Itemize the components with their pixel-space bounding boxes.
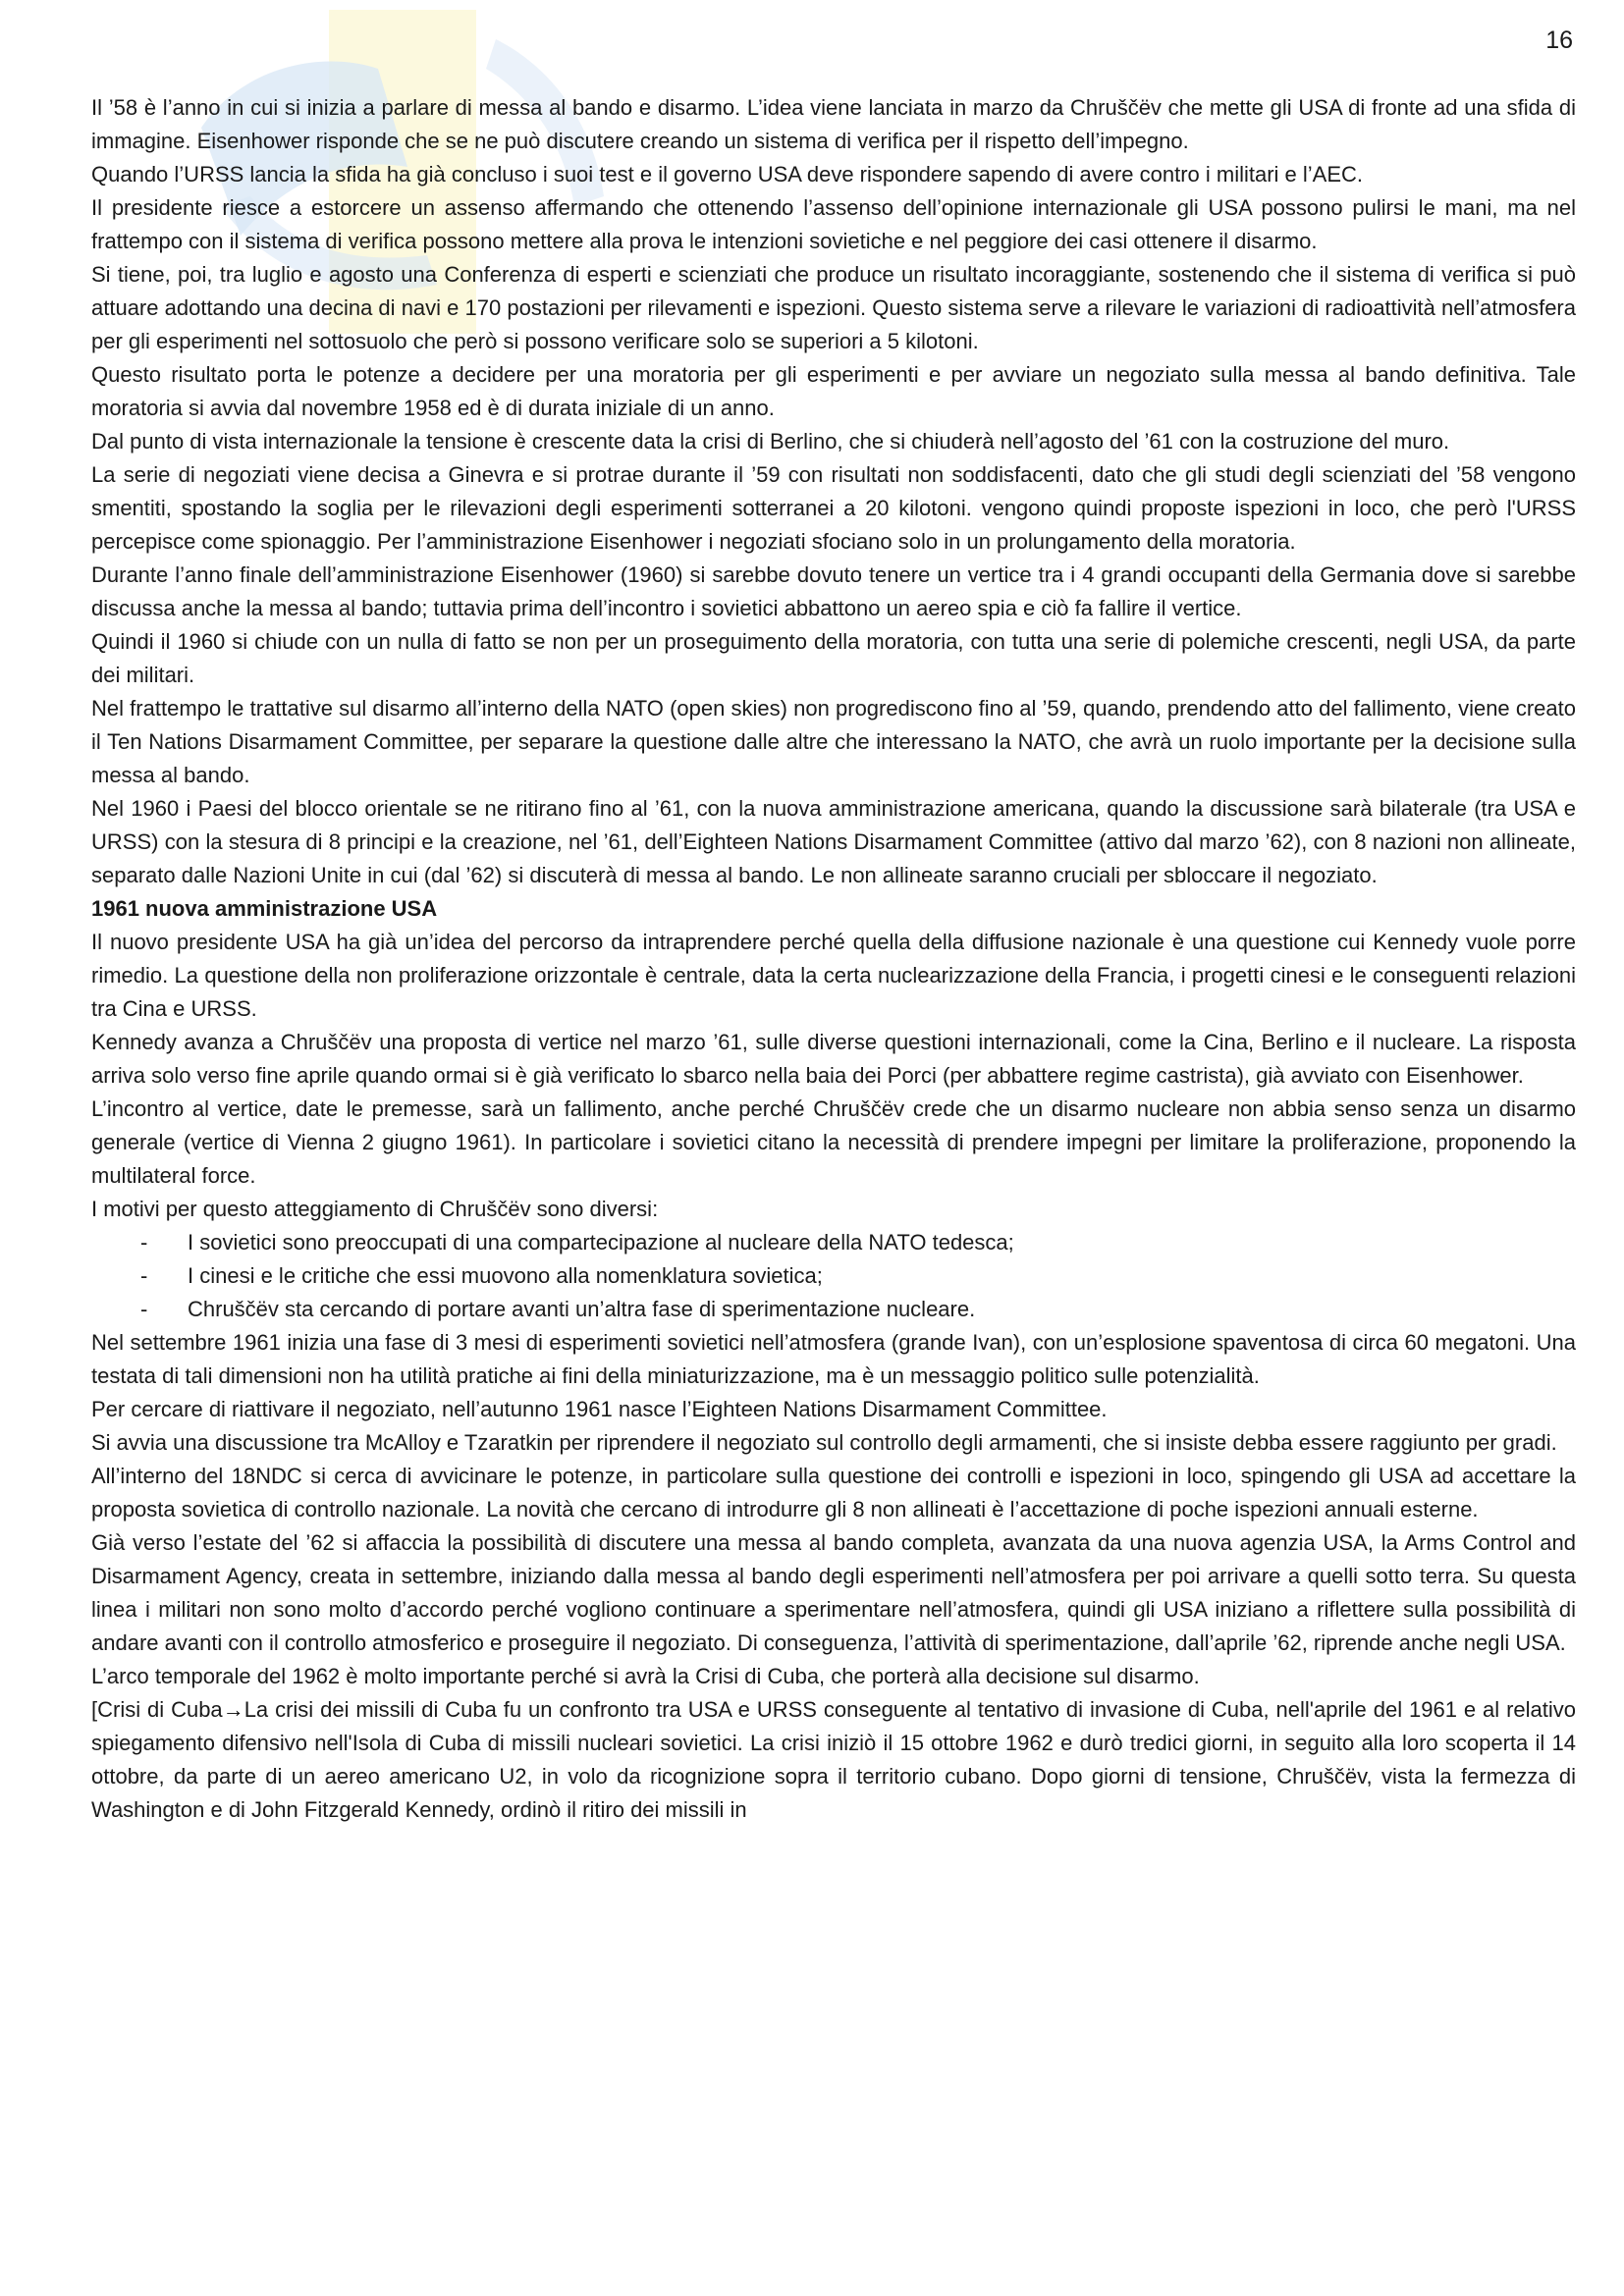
page-number: 16 [1545,27,1573,54]
list-item: - I sovietici sono preoccupati di una compartecipazione al nucleare della NATO tedesca; [91,1226,1576,1259]
paragraph: I motivi per questo atteggiamento di Chruščëv sono diversi: [91,1197,659,1221]
paragraph: Per cercare di riattivare il negoziato, nell’autunno 1961 nasce l’Eighteen Nations Disarmament Committee. [91,1397,1108,1421]
paragraph: Il ’58 è l’anno in cui si inizia a parlare di messa al bando e disarmo. L’idea viene lanciata in marzo da Chruščëv che mette gli USA di fronte ad una sfida di immagine. Eisenhower risponde che se ne può discutere creando un sistema di verifica per il rispetto dell’impegno. [91,95,1576,153]
paragraph: L’incontro al vertice, date le premesse, sarà un fallimento, anche perché Chruščëv crede che un disarmo nucleare non abbia senso senza un disarmo generale (vertice di Vienna 2 giugno 1961). In particolare i sovietici citano la necessità di prendere impegni per limitare la proliferazione, proponendo la multilateral force. [91,1096,1576,1188]
paragraph: All’interno del 18NDC si cerca di avvicinare le potenze, in particolare sulla questione dei controlli e ispezioni in loco, spingendo gli USA ad accettare la proposta sovietica di controllo nazionale. La novità che cercano di introdurre gli 8 non allineati è l’accettazione di poche ispezioni annuali esterne. [91,1464,1576,1522]
section-heading: 1961 nuova amministrazione USA [91,896,438,921]
document-body [91,91,1576,1827]
paragraph-rest: La crisi dei missili di Cuba fu un confronto tra USA e URSS conseguente al tentativo di invasione di Cuba, nell'aprile del 1961 e al relativo spiegamento difensivo nell'Isola di Cuba di missili nucleari sovietici. La crisi iniziò il 15 ottobre 1962 e durò tredici giorni, in seguito alla loro scoperta il 14 ottobre, da parte di un aereo americano U2, in volo da ricognizione sopra il territorio cubano. Dopo giorni di tensione, Chruščëv, vista la fermezza di Washington e di John Fitzgerald Kennedy, ordinò il ritiro dei missili in [91,1697,1577,1822]
paragraph: Quando l’URSS lancia la sfida ha già concluso i suoi test e il governo USA deve rispondere sapendo di avere contro i militari e l’AEC. [91,162,1364,187]
paragraph: Questo risultato porta le potenze a decidere per una moratoria per gli esperimenti e per avviare un negoziato sulla messa al bando definitiva. Tale moratoria si avvia dal novembre 1958 ed è di durata iniziale di un anno. [91,362,1576,420]
paragraph-cuba-crisis [91,1693,1576,1827]
paragraph: L’arco temporale del 1962 è molto importante perché si avrà la Crisi di Cuba, che porterà alla decisione sul disarmo. [91,1664,1200,1688]
paragraph-lead: [Crisi di Cuba [91,1697,223,1722]
paragraph: Il nuovo presidente USA ha già un’idea del percorso da intraprendere perché quella della diffusione nazionale è una questione cui Kennedy vuole porre rimedio. La questione della non proliferazione orizzontale è centrale, data la certa nuclearizzazione della Francia, i progetti cinesi e le conseguenti relazioni tra Cina e URSS. [91,930,1576,1021]
list-item: - Chruščëv sta cercando di portare avanti un’altra fase di sperimentazione nucleare. [91,1293,1576,1326]
paragraph: Già verso l’estate del ’62 si affaccia la possibilità di discutere una messa al bando completa, avanzata da una nuova agenzia USA, la Arms Control and Disarmament Agency, creata in settembre, iniziando dalla messa al bando degli esperimenti nell’atmosfera per poi arrivare a quelli sotto terra. Su questa linea i militari non sono molto d’accordo perché vogliono continuare a sperimentare nell’atmosfera, quindi gli USA iniziano a riflettere sulla possibilità di andare avanti con il controllo atmosferico e proseguire il negoziato. Di conseguenza, l’attività di sperimentazione, dall’aprile ’62, riprende anche negli USA. [91,1530,1576,1655]
paragraph: Nel 1960 i Paesi del blocco orientale se ne ritirano fino al ’61, con la nuova amministrazione americana, quando la discussione sarà bilaterale (tra USA e URSS) con la stesura di 8 principi e la creazione, nel ’61, dell’Eighteen Nations Disarmament Committee (attivo dal marzo ’62), con 8 nazioni non allineate, separato dalle Nazioni Unite in cui (dal ’62) si discuterà di messa al bando. Le non allineate saranno cruciali per sbloccare il negoziato. [91,796,1576,887]
paragraph: Dal punto di vista internazionale la tensione è crescente data la crisi di Berlino, che si chiuderà nell’agosto del ’61 con la costruzione del muro. [91,429,1450,454]
list-item: - I cinesi e le critiche che essi muovono alla nomenklatura sovietica; [91,1259,1576,1293]
paragraph: Quindi il 1960 si chiude con un nulla di fatto se non per un proseguimento della moratoria, con tutta una serie di polemiche crescenti, negli USA, da parte dei militari. [91,629,1576,687]
right-arrow-icon: → [222,1697,244,1722]
paragraph: Nel settembre 1961 inizia una fase di 3 mesi di esperimenti sovietici nell’atmosfera (grande Ivan), con un’esplosione spaventosa di circa 60 megatoni. Una testata di tali dimensioni non ha utilità pratiche ai fini della miniaturizzazione, ma è un messaggio politico sulle potenzialità. [91,1330,1576,1388]
paragraph: Si tiene, poi, tra luglio e agosto una Conferenza di esperti e scienziati che produce un risultato incoraggiante, sostenendo che il sistema di verifica si può attuare adottando una decina di navi e 170 postazioni per rilevamenti e ispezioni. Questo sistema serve a rilevare le variazioni di radioattività nell’atmosfera per gli esperimenti nel sottosuolo che però si possono verificare solo se superiori a 5 kilotoni. [91,262,1576,353]
bullet-list [91,1226,1576,1326]
paragraph: Il presidente riesce a estorcere un assenso affermando che ottenendo l’assenso dell’opinione internazionale gli USA possono pulirsi le mani, ma nel frattempo con il sistema di verifica possono mettere alla prova le intenzioni sovietiche e nel peggiore dei casi ottenere il disarmo. [91,195,1576,253]
paragraph: Kennedy avanza a Chruščëv una proposta di vertice nel marzo ’61, sulle diverse questioni internazionali, come la Cina, Berlino e il nucleare. La risposta arriva solo verso fine aprile quando ormai si è già verificato lo sbarco nella baia dei Porci (per abbattere regime castrista), già avviato con Eisenhower. [91,1030,1576,1088]
paragraph: Nel frattempo le trattative sul disarmo all’interno della NATO (open skies) non progrediscono fino al ’59, quando, prendendo atto del fallimento, viene creato il Ten Nations Disarmament Committee, per separare la questione dalle altre che interessano la NATO, che avrà un ruolo importante per la decisione sulla messa al bando. [91,696,1576,787]
paragraph: La serie di negoziati viene decisa a Ginevra e si protrae durante il ’59 con risultati non soddisfacenti, dato che gli studi degli scienziati del ’58 vengono smentiti, spostando la soglia per le rilevazioni degli esperimenti sotterranei a 20 kilotoni. vengono quindi proposte ispezioni in loco, che però l'URSS percepisce come spionaggio. Per l’amministrazione Eisenhower i negoziati sfociano solo in un prolungamento della moratoria. [91,462,1576,554]
paragraph: Si avvia una discussione tra McAlloy e Tzaratkin per riprendere il negoziato sul controllo degli armamenti, che si insiste debba essere raggiunto per gradi. [91,1430,1557,1455]
paragraph: Durante l’anno finale dell’amministrazione Eisenhower (1960) si sarebbe dovuto tenere un vertice tra i 4 grandi occupanti della Germania dove si sarebbe discussa anche la messa al bando; tuttavia prima dell’incontro i sovietici abbattono un aereo spia e ciò fa fallire il vertice. [91,562,1576,620]
